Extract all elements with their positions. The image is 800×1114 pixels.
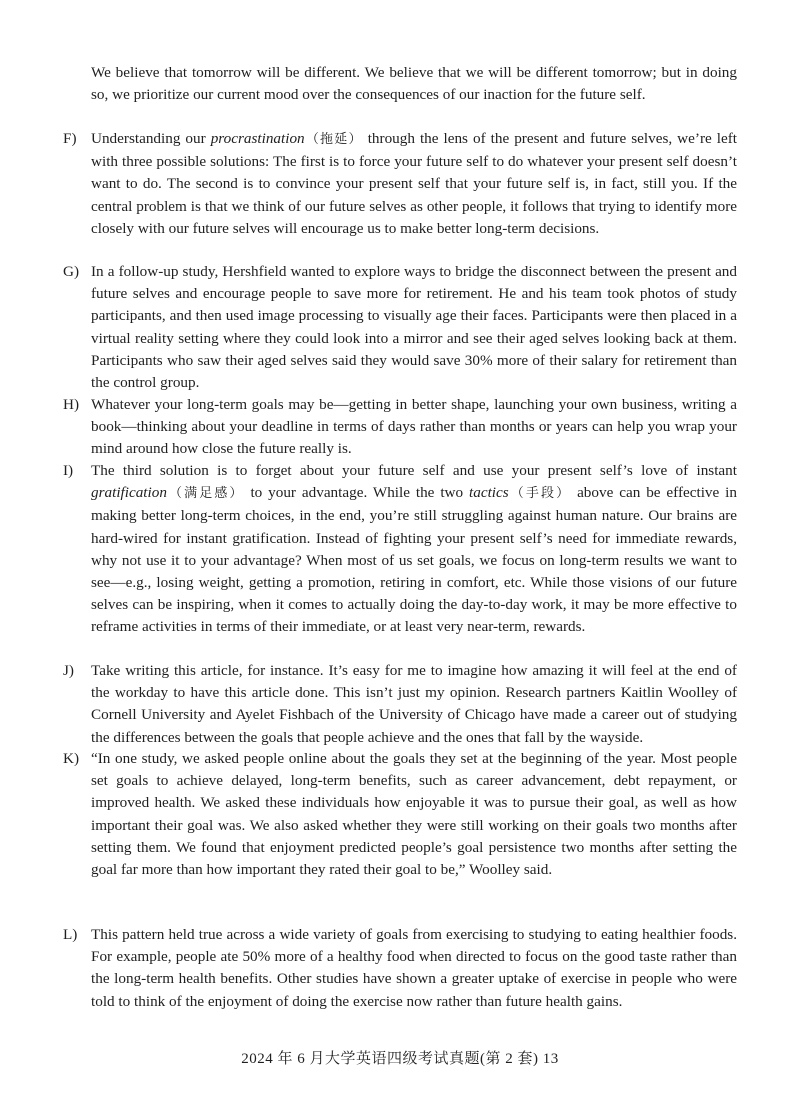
paragraph-f-text-end: through the lens of the present and future selves, we’re left with three possible solutions: The first is to force your future self to do whatever your present self doesn’t want to do. The second is to convince your present self that your future self is, in fact, still you. If the central problem is that we think of our future selves as other people, it follows that trying to identify more closely with our future selves will encourage us to make better long-term decisions.	[91, 130, 737, 237]
paragraph-k	[63, 748, 737, 881]
paragraph-k-text: “In one study, we asked people online about the goals they set at the beginning of the year. Most people set goals to achieve delayed, long-term benefits, such as career advancement, debt repayment, or improved health. We asked these individuals how enjoyable it was to pursue their goal, as well as how important their goal was. We also asked whether they were still working on their goals two months after setting them. We found that enjoyment predicted people’s goal persistence two months after setting the goal far more than how important they rated their goal to be,” Woolley said.	[91, 750, 737, 879]
paragraph-i-text-middle: to your advantage. While the two	[244, 484, 470, 502]
paragraph-l	[63, 924, 737, 1013]
paragraph-label-j: J)	[63, 662, 74, 679]
paragraph-i-text-end: above can be effective in making better long-term choices, in the end, you’re still struggling against human nature. Our brains are hard-wired for instant gratification. Instead of fighting your present self’s need for immediate rewards, why not use it to your advantage? When most of us set goals, we focus on long-term results we want to see—e.g., losing weight, getting a promotion, retiring in comfort, etc. While those visions of our future selves can be inspiring, when it comes to actually doing the day-to-day work, it may be more effective to reframe activities in terms of their immediate, or at least very near-term, rewards.	[91, 484, 737, 636]
paragraph-label-l: L)	[63, 926, 78, 943]
gloss-gratification: （满足感）	[166, 486, 245, 502]
gloss-tactics: （手段）	[508, 486, 572, 502]
paragraph-label-i: I)	[63, 462, 74, 479]
term-gratification: gratification	[91, 484, 167, 502]
paragraph-j	[63, 660, 737, 749]
paragraph-l-text: This pattern held true across a wide variety of goals from exercising to studying to eating healthier foods. For example, people ate 50% more of a healthy food when directed to focus on the good taste rather than the long-term health benefits. Other studies have shown a greater uptake of exercise in people who were told to think of the enjoyment of doing the exercise now rather than future health gains.	[91, 926, 737, 1010]
paragraph-label-g: G)	[63, 263, 80, 280]
paragraph-f	[63, 128, 737, 240]
paragraph-j-text: Take writing this article, for instance. It’s easy for me to imagine how amazing it will feel at the end of the workday to have this article done. This isn’t just my opinion. Research partners Kaitlin Woolley of Cornell University and Ayelet Fishbach of the University of Chicago have made a career out of studying the differences between the goals that people achieve and the ones that fall by the wayside.	[91, 662, 737, 746]
page-footer: 2024 年 6 月大学英语四级考试真题(第 2 套) 13	[241, 1051, 559, 1067]
paragraph-intro: We believe that tomorrow will be different. We believe that we will be different tomorrow; but in doing so, we prioritize our current mood over the consequences of our inaction for the future self.	[91, 64, 737, 104]
paragraph-h	[63, 394, 737, 461]
paragraph-g	[63, 261, 737, 394]
paragraph-i	[63, 460, 737, 639]
paragraph-label-f: F)	[63, 130, 77, 147]
paragraph-f-text-start: Understanding our	[91, 130, 211, 147]
gloss-procrastination: （拖延）	[304, 132, 363, 147]
term-procrastination: procrastination	[210, 130, 305, 147]
paragraph-label-h: H)	[63, 396, 80, 413]
paragraph-i-text-start: The third solution is to forget about your future self and use your present self’s love of instant	[91, 462, 737, 479]
paragraph-h-text: Whatever your long-term goals may be—getting in better shape, launching your own business, writing a book—thinking about your deadline in terms of days rather than months or years can help you wrap your mind around how close the future really is.	[91, 396, 737, 458]
term-tactics: tactics	[469, 484, 509, 502]
paragraph-label-k: K)	[63, 750, 80, 767]
paragraph-g-text: In a follow-up study, Hershfield wanted to explore ways to bridge the disconnect between the present and future selves and encourage people to save more for retirement. He and his team took photos of study participants, and then used image processing to visually age their faces. Participants were then placed in a virtual reality setting where they could look into a mirror and see their aged selves looking back at them. Participants who saw their aged selves said they would save 30% more of their salary for retirement than the control group.	[91, 263, 737, 392]
